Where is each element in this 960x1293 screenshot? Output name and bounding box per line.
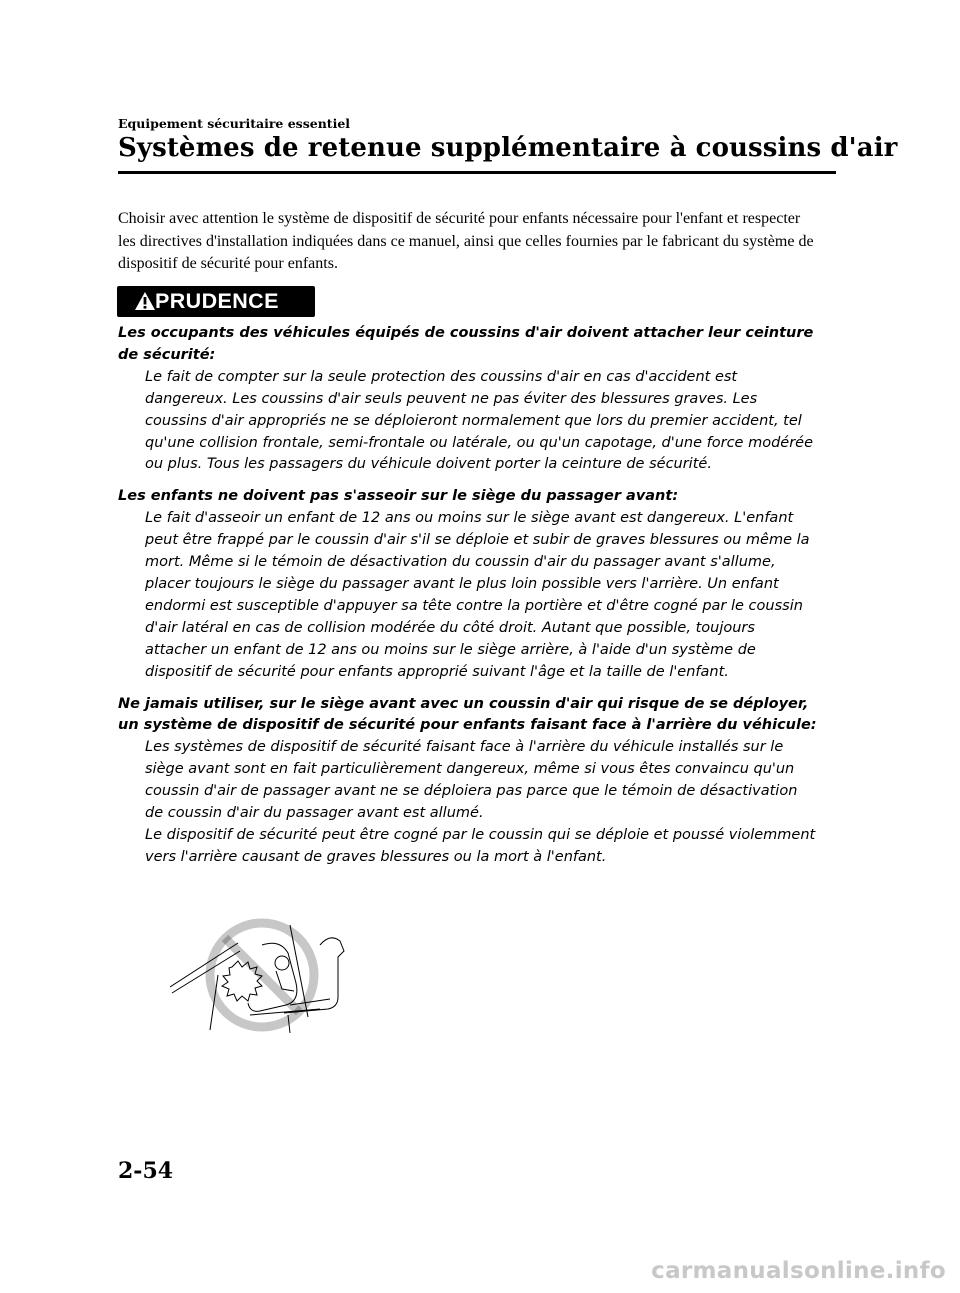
warning-item	[118, 694, 818, 869]
warning-triangle-icon	[134, 291, 156, 311]
intro-paragraph: Choisir avec attention le système de dispositif de sécurité pour enfants nécessaire pour l'enfant et respecter les directives d'installation indiquées dans ce manuel, ainsi que celles fournies par le fabricant du système de dispositif de sécurité pour enfants.	[118, 210, 814, 272]
warning-body	[118, 508, 818, 683]
warning-heading: Les occupants des véhicules équipés de coussins d'air doivent attacher leur ceinture de sécurité:	[118, 325, 814, 363]
warning-paragraph: Les systèmes de dispositif de sécurité faisant face à l'arrière du véhicule installés sur le siège avant sont en fait particulièrement dangereux, même si vous êtes convaincu qu'un coussin d'air de passager avant ne se déploiera pas parce que le témoin de désactivation de coussin d'air du passager avant est allumé.	[145, 739, 798, 822]
warning-paragraph: Le dispositif de sécurité peut être cogné par le coussin qui se déploie et poussé violemment vers l'arrière causant de graves blessures ou la mort à l'enfant.	[145, 826, 816, 865]
warning-item	[118, 486, 818, 683]
warnings-list	[118, 323, 818, 879]
warning-item	[118, 323, 818, 476]
prohibited-rear-facing-child-seat-icon	[170, 905, 370, 1035]
warning-paragraph: Le fait d'asseoir un enfant de 12 ans ou moins sur le siège avant est dangereux. L'enfant peut être frappé par le coussin d'air s'il se déploie et subir de graves blessures ou même la mort. Même si le témoin de désactivation du coussin d'air du passager avant s'allume, placer toujours le siège du passager avant le plus loin possible vers l'arrière. Un enfant endormi est susceptible d'appuyer sa tête contre la portière et d'être cogné par le coussin d'air latéral en cas de collision modérée du côté droit. Autant que possible, toujours attacher un enfant de 12 ans ou moins sur le siège arrière, à l'aide d'un système de dispositif de sécurité pour enfants approprié suivant l'âge et la taille de l'enfant.	[145, 510, 810, 680]
page-number: 2-54	[118, 1158, 174, 1184]
warning-heading: Ne jamais utiliser, sur le siège avant avec un coussin d'air qui risque de se déployer, un système de dispositif de sécurité pour enfants faisant face à l'arrière du véhicule:	[118, 695, 817, 734]
page-title: Systèmes de retenue supplémentaire à coussins d'air	[118, 133, 898, 163]
warning-paragraph: Le fait de compter sur la seule protection des coussins d'air en cas d'accident est dangereux. Les coussins d'air seuls peuvent ne pas éviter des blessures graves. Les coussins d'air appropriés ne se déploieront normalement que lors du premier accident, tel qu'une collision frontale, semi-frontale ou latérale, ou qu'un capotage, d'une force modérée ou plus. Tous les passagers du véhicule doivent porter la ceinture de sécurité.	[145, 368, 814, 473]
caution-label: PRUDENCE	[155, 289, 279, 313]
watermark: carmanualsonline.info	[651, 1258, 946, 1284]
warning-heading: Les enfants ne doivent pas s'asseoir sur le siège du passager avant:	[118, 488, 679, 505]
warning-body	[118, 367, 818, 477]
title-divider	[118, 171, 836, 174]
caution-badge	[117, 286, 315, 317]
warning-body	[118, 737, 818, 868]
section-label: Equipement sécuritaire essentiel	[118, 116, 351, 131]
